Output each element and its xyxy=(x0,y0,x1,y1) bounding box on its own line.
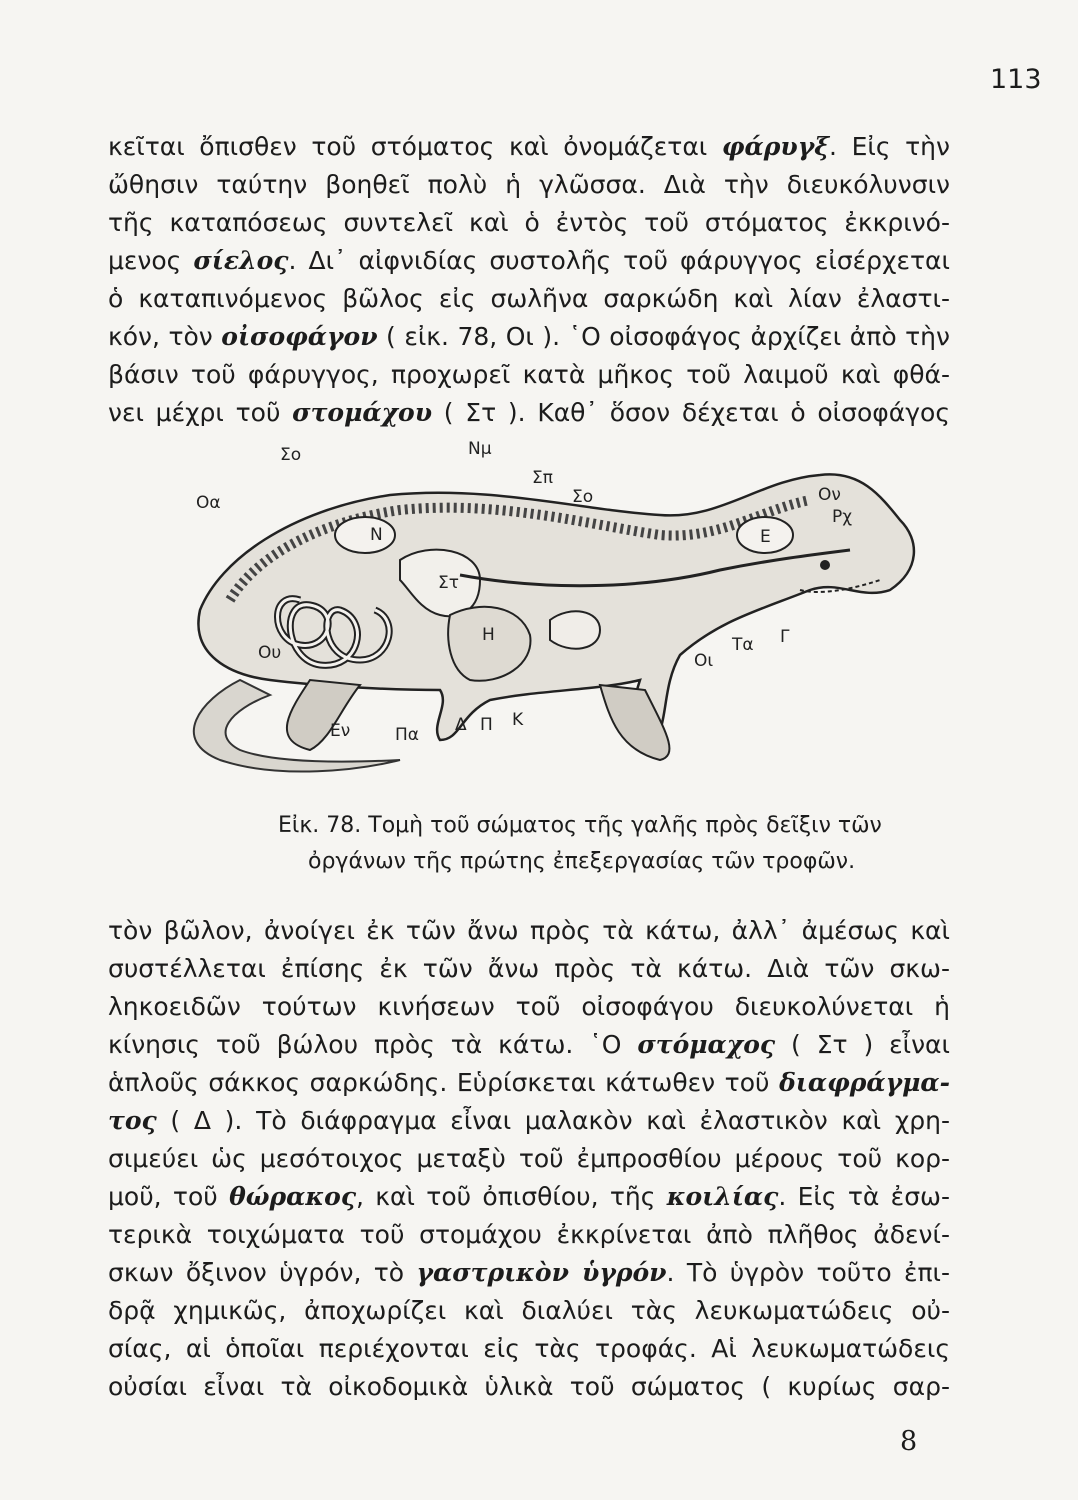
label-d: Δ xyxy=(455,715,467,735)
body-text-bottom xyxy=(108,912,950,1406)
text-line: ληκοειδῶν τούτων κινήσεων τοῦ οἰσοφάγου διευκολύνεται ἡ xyxy=(108,992,950,1021)
text-line: τος ( Δ ). Τὸ διάφραγμα εἶναι μαλακὸν καὶ ἐλαστικὸν καὶ χρη- xyxy=(108,1106,950,1135)
label-so-top: Σο xyxy=(280,445,302,465)
text-line: τὸν βῶλον, ἀνοίγει ἐκ τῶν ἄνω πρὸς τὰ κάτω, ἀλλ᾽ ἀμέσως καὶ xyxy=(108,916,950,945)
body-text-top xyxy=(108,128,950,432)
label-ta: Τα xyxy=(732,635,754,655)
text-line: τῆς καταπόσεως συντελεῖ καὶ ὁ ἐντὸς τοῦ στόματος ἐκκρινό- xyxy=(108,208,950,237)
label-st: Στ xyxy=(438,573,459,593)
signature-number: 8 xyxy=(900,1426,918,1457)
text-line: κόν, τὸν οἰσοφάγον ( εἰκ. 78, Οι ). ῾Ο οἰσοφάγος ἀρχίζει ἀπὸ τὴν xyxy=(108,322,950,351)
text-line: σιμεύει ὡς μεσότοιχος μεταξὺ τοῦ ἐμπροσθίου μέρους τοῦ κορ- xyxy=(108,1144,950,1173)
label-nm: Νμ xyxy=(468,440,492,459)
text-line: τερικὰ τοιχώματα τοῦ στομάχου ἐκκρίνεται ἀπὸ πλῆθος ἀδενί- xyxy=(108,1220,950,1249)
page-number: 113 xyxy=(990,64,1042,95)
weasel-anatomy-figure xyxy=(160,440,980,790)
label-so-mid: Σο xyxy=(572,487,594,507)
text-line: νει μέχρι τοῦ στομάχου ( Στ ). Καθ᾽ ὅσον δέχεται ὁ οἰσοφάγος xyxy=(108,398,950,427)
text-line: μοῦ, τοῦ θώρακος, καὶ τοῦ ὀπισθίου, τῆς κοιλίας. Εἰς τὰ ἐσω- xyxy=(108,1182,950,1211)
label-px: Ρχ xyxy=(832,507,853,527)
heart xyxy=(550,611,600,648)
caption-line-2: ὀργάνων τῆς πρώτης ἐπεξεργασίας τῶν τροφῶν. xyxy=(308,849,856,874)
label-sp: Σπ xyxy=(532,468,553,488)
label-oi: Οι xyxy=(694,651,714,671)
label-oa: Οα xyxy=(196,493,221,513)
anatomy-illustration xyxy=(160,440,980,790)
text-line: κεῖται ὄπισθεν τοῦ στόματος καὶ ὀνομάζεται φάρυγξ. Εἰς τὴν xyxy=(108,132,950,161)
eye xyxy=(820,560,830,570)
label-p: Π xyxy=(480,715,493,735)
kidney xyxy=(335,517,395,553)
text-line: δρᾷ χημικῶς, ἀποχωρίζει καὶ διαλύει τὰς λευκωματώδεις οὐ- xyxy=(108,1296,950,1325)
text-line: βάσιν τοῦ φάρυγγος, προχωρεῖ κατὰ μῆκος τοῦ λαιμοῦ καὶ φθά- xyxy=(108,360,950,389)
text-line: ὤθησιν ταύτην βοηθεῖ πολὺ ἡ γλῶσσα. Διὰ τὴν διευκόλυνσιν xyxy=(108,170,950,199)
text-line: ὁ καταπινόμενος βῶλος εἰς σωλῆνα σαρκώδη καὶ λίαν ἐλαστι- xyxy=(108,284,950,313)
label-h: Η xyxy=(482,625,495,645)
text-line: ἁπλοῦς σάκκος σαρκώδης. Εὑρίσκεται κάτωθεν τοῦ διαφράγμα- xyxy=(108,1068,950,1097)
text-line: σίας, αἱ ὁποῖαι περιέχονται εἰς τὰς τροφάς. Αἱ λευκωματώδεις xyxy=(108,1334,950,1363)
label-ou: Ου xyxy=(258,643,282,663)
label-k: Κ xyxy=(512,710,524,730)
text-line: οὐσίαι εἶναι τὰ οἰκοδομικὰ ὑλικὰ τοῦ σώματος ( κυρίως σαρ- xyxy=(108,1372,950,1401)
caption-line-1: Εἰκ. 78. Τομὴ τοῦ σώματος τῆς γαλῆς πρὸς δεῖξιν τῶν xyxy=(278,813,882,838)
text-line: σκων ὄξινον ὑγρόν, τὸ γαστρικὸν ὑγρόν. Τὸ ὑγρὸν τοῦτο ἐπι- xyxy=(108,1258,950,1287)
figure-caption xyxy=(278,808,918,880)
label-en: Εν xyxy=(330,721,351,741)
label-g: Γ xyxy=(780,627,790,647)
text-line: κίνησις τοῦ βώλου πρὸς τὰ κάτω. ῾Ο στόμαχος ( Στ ) εἶναι xyxy=(108,1030,950,1059)
label-n: Ν xyxy=(370,525,383,545)
text-line: συστέλλεται ἐπίσης ἐκ τῶν ἄνω πρὸς τὰ κάτω. Διὰ τῶν σκω- xyxy=(108,954,950,983)
text-line: μενος σίελος. Δι᾽ αἰφνιδίας συστολῆς τοῦ φάρυγγος εἰσέρχεται xyxy=(108,246,950,275)
label-e: Ε xyxy=(760,527,771,547)
label-ov: Ον xyxy=(818,485,841,505)
label-pa: Πα xyxy=(395,725,419,745)
